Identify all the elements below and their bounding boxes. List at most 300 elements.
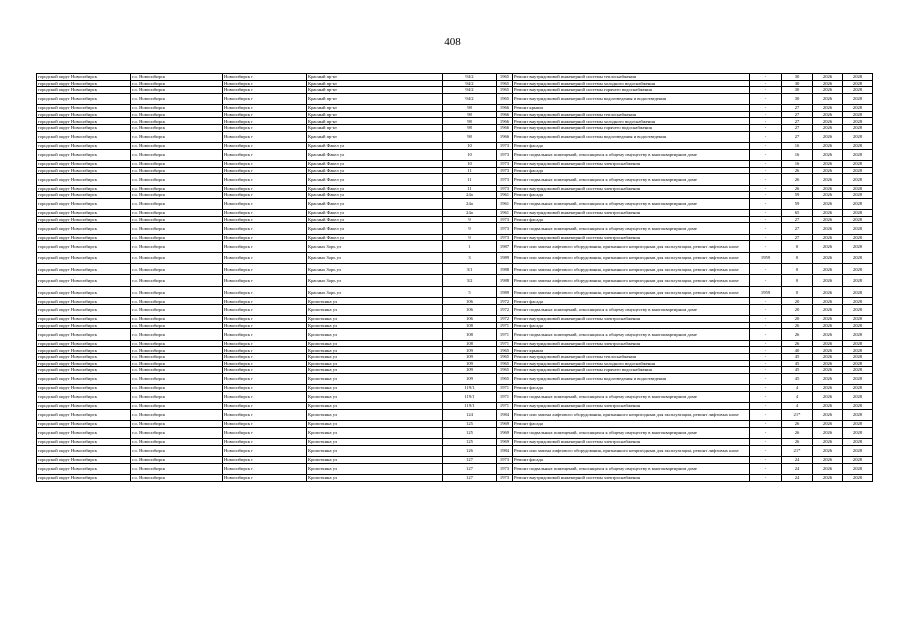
house-number-cell: 109: [443, 353, 497, 360]
elevator-year-cell: -: [750, 241, 782, 252]
municipality-cell: городской округ Новосибирск: [37, 80, 131, 87]
house-number-cell: 106: [443, 298, 497, 305]
municipality-cell: городской округ Новосибирск: [37, 340, 131, 347]
street-cell: Красный Факел ул: [307, 142, 443, 149]
start-year-cell: 2026: [813, 391, 843, 402]
elevator-year-cell: -: [750, 74, 782, 81]
start-year-cell: 2026: [813, 252, 843, 263]
wear-cell: 27: [782, 118, 813, 125]
street-cell: Красных Зорь ул: [307, 241, 443, 252]
wear-cell: 26: [782, 427, 813, 438]
build-year-cell: 1965: [497, 360, 513, 367]
settlement-cell: г.о. Новосибирск: [131, 457, 223, 464]
house-number-cell: 108: [443, 340, 497, 347]
start-year-cell: 2026: [813, 475, 843, 482]
municipality-cell: городской округ Новосибирск: [37, 329, 131, 340]
work-type-cell: Ремонт фасада: [513, 216, 750, 223]
elevator-year-cell: -: [750, 149, 782, 160]
settlement-cell: г.о. Новосибирск: [131, 391, 223, 402]
end-year-cell: 2028: [843, 427, 873, 438]
start-year-cell: 2026: [813, 223, 843, 234]
house-number-cell: 24а: [443, 198, 497, 209]
house-number-cell: 98: [443, 118, 497, 125]
street-cell: Кропоткина ул: [307, 409, 443, 420]
wear-cell: 21*: [782, 445, 813, 456]
build-year-cell: 1965: [497, 87, 513, 94]
locality-cell: Новосибирск г: [223, 160, 307, 167]
end-year-cell: 2028: [843, 93, 873, 104]
house-number-cell: 24а: [443, 210, 497, 217]
street-cell: Кропоткина ул: [307, 322, 443, 329]
elevator-year-cell: -: [750, 105, 782, 112]
house-number-cell: 108: [443, 322, 497, 329]
wear-cell: 45: [782, 373, 813, 384]
municipality-cell: городской округ Новосибирск: [37, 185, 131, 192]
street-cell: Кропоткина ул: [307, 347, 443, 354]
elevator-year-cell: -: [750, 367, 782, 374]
locality-cell: Новосибирск г: [223, 87, 307, 94]
locality-cell: Новосибирск г: [223, 457, 307, 464]
locality-cell: Новосибирск г: [223, 223, 307, 234]
street-cell: Красный Факел ул: [307, 192, 443, 199]
house-number-cell: 10: [443, 160, 497, 167]
work-type-cell: Ремонт внутридомовой инженерной системы электроснабжения: [513, 160, 750, 167]
house-number-cell: 119/1: [443, 403, 497, 410]
start-year-cell: 2026: [813, 174, 843, 185]
settlement-cell: г.о. Новосибирск: [131, 185, 223, 192]
work-type-cell: Ремонт крыши: [513, 347, 750, 354]
elevator-year-cell: -: [750, 304, 782, 315]
settlement-cell: г.о. Новосибирск: [131, 111, 223, 118]
end-year-cell: 2028: [843, 340, 873, 347]
municipality-cell: городской округ Новосибирск: [37, 223, 131, 234]
work-type-cell: Ремонт внутридомовой инженерной системы холодного водоснабжения: [513, 360, 750, 367]
house-number-cell: 94/2: [443, 87, 497, 94]
build-year-cell: 1989: [497, 252, 513, 263]
work-type-cell: Ремонт фасада: [513, 421, 750, 428]
locality-cell: Новосибирск г: [223, 347, 307, 354]
house-number-cell: 11: [443, 185, 497, 192]
build-year-cell: 1965: [497, 74, 513, 81]
street-cell: Кропоткина ул: [307, 360, 443, 367]
build-year-cell: 1973: [497, 142, 513, 149]
end-year-cell: 2028: [843, 174, 873, 185]
build-year-cell: 1973: [497, 457, 513, 464]
table-row: [37, 149, 873, 160]
start-year-cell: 2026: [813, 322, 843, 329]
table-row: [37, 105, 873, 112]
house-number-cell: 108: [443, 329, 497, 340]
settlement-cell: г.о. Новосибирск: [131, 160, 223, 167]
locality-cell: Новосибирск г: [223, 74, 307, 81]
work-type-cell: Ремонт внутридомовой инженерной системы водоотведения и водоотведения: [513, 373, 750, 384]
street-cell: Красный Факел ул: [307, 174, 443, 185]
street-cell: Красный Факел ул: [307, 149, 443, 160]
work-type-cell: Ремонт или замена лифтового оборудования, признанного непригодным для эксплуатации, ремонт лифтовых шахт: [513, 241, 750, 252]
wear-cell: 4: [782, 391, 813, 402]
table-row: [37, 142, 873, 149]
locality-cell: Новосибирск г: [223, 131, 307, 142]
house-number-cell: 3/1: [443, 264, 497, 275]
municipality-cell: городской округ Новосибирск: [37, 421, 131, 428]
end-year-cell: 2028: [843, 223, 873, 234]
wear-cell: 26: [782, 439, 813, 446]
build-year-cell: 1966: [497, 105, 513, 112]
work-type-cell: Ремонт фасада: [513, 322, 750, 329]
house-number-cell: 124: [443, 409, 497, 420]
end-year-cell: 2028: [843, 198, 873, 209]
start-year-cell: 2026: [813, 347, 843, 354]
house-number-cell: 10: [443, 142, 497, 149]
start-year-cell: 2026: [813, 149, 843, 160]
settlement-cell: г.о. Новосибирск: [131, 373, 223, 384]
end-year-cell: 2028: [843, 210, 873, 217]
build-year-cell: 1973: [497, 234, 513, 241]
settlement-cell: г.о. Новосибирск: [131, 198, 223, 209]
elevator-year-cell: -: [750, 439, 782, 446]
table-row: [37, 234, 873, 241]
municipality-cell: городской округ Новосибирск: [37, 241, 131, 252]
start-year-cell: 2026: [813, 74, 843, 81]
start-year-cell: 2026: [813, 275, 843, 286]
elevator-year-cell: -: [750, 160, 782, 167]
house-number-cell: 98: [443, 111, 497, 118]
locality-cell: Новосибирск г: [223, 275, 307, 286]
elevator-year-cell: -: [750, 216, 782, 223]
work-type-cell: Ремонт внутридомовой инженерной системы электроснабжения: [513, 439, 750, 446]
locality-cell: Новосибирск г: [223, 421, 307, 428]
end-year-cell: 2028: [843, 74, 873, 81]
settlement-cell: г.о. Новосибирск: [131, 445, 223, 456]
build-year-cell: 1973: [497, 216, 513, 223]
table-row: [37, 340, 873, 347]
table-row: [37, 241, 873, 252]
wear-cell: 30: [782, 74, 813, 81]
start-year-cell: 2026: [813, 304, 843, 315]
locality-cell: Новосибирск г: [223, 403, 307, 410]
municipality-cell: городской округ Новосибирск: [37, 445, 131, 456]
end-year-cell: 2028: [843, 192, 873, 199]
build-year-cell: 1961: [497, 192, 513, 199]
table-row: [37, 286, 873, 297]
elevator-year-cell: -: [750, 475, 782, 482]
municipality-cell: городской округ Новосибирск: [37, 475, 131, 482]
table-row: [37, 322, 873, 329]
settlement-cell: г.о. Новосибирск: [131, 174, 223, 185]
street-cell: Красный пр-кт: [307, 87, 443, 94]
table-row: [37, 316, 873, 323]
start-year-cell: 2026: [813, 111, 843, 118]
table-row: [37, 216, 873, 223]
locality-cell: Новосибирск г: [223, 252, 307, 263]
settlement-cell: г.о. Новосибирск: [131, 275, 223, 286]
start-year-cell: 2026: [813, 298, 843, 305]
locality-cell: Новосибирск г: [223, 174, 307, 185]
settlement-cell: г.о. Новосибирск: [131, 322, 223, 329]
end-year-cell: 2028: [843, 367, 873, 374]
street-cell: Кропоткина ул: [307, 475, 443, 482]
repair-program-table: [36, 73, 873, 482]
settlement-cell: г.о. Новосибирск: [131, 304, 223, 315]
wear-cell: 24: [782, 463, 813, 474]
build-year-cell: 1965: [497, 80, 513, 87]
work-type-cell: Ремонт подвальных помещений, относящихся к общему имуществу в многоквартирном доме: [513, 304, 750, 315]
work-type-cell: Ремонт или замена лифтового оборудования, признанного непригодным для эксплуатации, ремонт лифтовых шахт: [513, 286, 750, 297]
work-type-cell: Ремонт внутридомовой инженерной системы электроснабжения: [513, 475, 750, 482]
municipality-cell: городской округ Новосибирск: [37, 264, 131, 275]
end-year-cell: 2028: [843, 264, 873, 275]
locality-cell: Новосибирск г: [223, 298, 307, 305]
table-row: [37, 111, 873, 118]
work-type-cell: Ремонт подвальных помещений, относящихся к общему имуществу в многоквартирном доме: [513, 223, 750, 234]
house-number-cell: 109: [443, 360, 497, 367]
elevator-year-cell: -: [750, 445, 782, 456]
municipality-cell: городской округ Новосибирск: [37, 360, 131, 367]
municipality-cell: городской округ Новосибирск: [37, 298, 131, 305]
end-year-cell: 2028: [843, 439, 873, 446]
elevator-year-cell: -: [750, 373, 782, 384]
street-cell: Красный пр-кт: [307, 74, 443, 81]
street-cell: Красный Факел ул: [307, 210, 443, 217]
start-year-cell: 2026: [813, 241, 843, 252]
locality-cell: Новосибирск г: [223, 264, 307, 275]
elevator-year-cell: -: [750, 142, 782, 149]
table-row: [37, 304, 873, 315]
table-row: [37, 463, 873, 474]
build-year-cell: 1965: [497, 373, 513, 384]
end-year-cell: 2028: [843, 241, 873, 252]
wear-cell: 16: [782, 160, 813, 167]
build-year-cell: 1973: [497, 185, 513, 192]
street-cell: Красный Факел ул: [307, 167, 443, 174]
municipality-cell: городской округ Новосибирск: [37, 347, 131, 354]
locality-cell: Новосибирск г: [223, 111, 307, 118]
settlement-cell: г.о. Новосибирск: [131, 340, 223, 347]
end-year-cell: 2028: [843, 373, 873, 384]
house-number-cell: 125: [443, 427, 497, 438]
wear-cell: 0: [782, 252, 813, 263]
end-year-cell: 2028: [843, 360, 873, 367]
settlement-cell: г.о. Новосибирск: [131, 264, 223, 275]
wear-cell: 16: [782, 149, 813, 160]
work-type-cell: Ремонт крыши: [513, 105, 750, 112]
end-year-cell: 2028: [843, 463, 873, 474]
start-year-cell: 2026: [813, 286, 843, 297]
municipality-cell: городской округ Новосибирск: [37, 160, 131, 167]
settlement-cell: г.о. Новосибирск: [131, 223, 223, 234]
settlement-cell: г.о. Новосибирск: [131, 241, 223, 252]
work-type-cell: Ремонт или замена лифтового оборудования, признанного непригодным для эксплуатации, ремонт лифтовых шахт: [513, 252, 750, 263]
wear-cell: 27: [782, 131, 813, 142]
house-number-cell: 109: [443, 373, 497, 384]
build-year-cell: 1965: [497, 353, 513, 360]
build-year-cell: 1971: [497, 403, 513, 410]
locality-cell: Новосибирск г: [223, 316, 307, 323]
build-year-cell: 1966: [497, 118, 513, 125]
house-number-cell: 94/2: [443, 80, 497, 87]
start-year-cell: 2026: [813, 160, 843, 167]
work-type-cell: Ремонт подвальных помещений, относящихся к общему имуществу в многоквартирном доме: [513, 463, 750, 474]
elevator-year-cell: -: [750, 80, 782, 87]
start-year-cell: 2026: [813, 340, 843, 347]
municipality-cell: городской округ Новосибирск: [37, 216, 131, 223]
locality-cell: Новосибирск г: [223, 185, 307, 192]
locality-cell: Новосибирск г: [223, 118, 307, 125]
work-type-cell: Ремонт внутридомовой инженерной системы электроснабжения: [513, 185, 750, 192]
build-year-cell: 1973: [497, 475, 513, 482]
work-type-cell: Ремонт внутридомовой инженерной системы электроснабжения: [513, 234, 750, 241]
settlement-cell: г.о. Новосибирск: [131, 427, 223, 438]
end-year-cell: 2028: [843, 149, 873, 160]
municipality-cell: городской округ Новосибирск: [37, 304, 131, 315]
end-year-cell: 2028: [843, 316, 873, 323]
build-year-cell: 1972: [497, 316, 513, 323]
build-year-cell: 1966: [497, 124, 513, 131]
street-cell: Красный Факел ул: [307, 223, 443, 234]
locality-cell: Новосибирск г: [223, 142, 307, 149]
work-type-cell: Ремонт фасада: [513, 298, 750, 305]
locality-cell: Новосибирск г: [223, 367, 307, 374]
wear-cell: 59: [782, 198, 813, 209]
settlement-cell: г.о. Новосибирск: [131, 192, 223, 199]
work-type-cell: Ремонт внутридомовой инженерной системы горячего водоснабжения: [513, 367, 750, 374]
work-type-cell: Ремонт или замена лифтового оборудования, признанного непригодным для эксплуатации, ремонт лифтовых шахт: [513, 264, 750, 275]
locality-cell: Новосибирск г: [223, 286, 307, 297]
street-cell: Красных Зорь ул: [307, 264, 443, 275]
municipality-cell: городской округ Новосибирск: [37, 457, 131, 464]
street-cell: Кропоткина ул: [307, 445, 443, 456]
house-number-cell: 94/2: [443, 93, 497, 104]
house-number-cell: 125: [443, 439, 497, 446]
municipality-cell: городской округ Новосибирск: [37, 275, 131, 286]
table-row: [37, 391, 873, 402]
build-year-cell: 1988: [497, 275, 513, 286]
municipality-cell: городской округ Новосибирск: [37, 234, 131, 241]
settlement-cell: г.о. Новосибирск: [131, 347, 223, 354]
wear-cell: 27: [782, 223, 813, 234]
locality-cell: Новосибирск г: [223, 427, 307, 438]
locality-cell: Новосибирск г: [223, 463, 307, 474]
wear-cell: 27: [782, 216, 813, 223]
street-cell: Красный пр-кт: [307, 118, 443, 125]
street-cell: Кропоткина ул: [307, 457, 443, 464]
house-number-cell: 127: [443, 457, 497, 464]
locality-cell: Новосибирск г: [223, 198, 307, 209]
house-number-cell: 94/2: [443, 74, 497, 81]
build-year-cell: 1972: [497, 298, 513, 305]
build-year-cell: 1987: [497, 241, 513, 252]
street-cell: Кропоткина ул: [307, 329, 443, 340]
wear-cell: 26: [782, 185, 813, 192]
locality-cell: Новосибирск г: [223, 80, 307, 87]
table-row: [37, 347, 873, 354]
street-cell: Красный Факел ул: [307, 185, 443, 192]
work-type-cell: Ремонт фасада: [513, 385, 750, 392]
elevator-year-cell: -: [750, 264, 782, 275]
end-year-cell: 2028: [843, 252, 873, 263]
page-number: 408: [444, 36, 461, 48]
elevator-year-cell: -: [750, 322, 782, 329]
municipality-cell: городской округ Новосибирск: [37, 149, 131, 160]
end-year-cell: 2028: [843, 216, 873, 223]
build-year-cell: 1973: [497, 167, 513, 174]
start-year-cell: 2026: [813, 87, 843, 94]
locality-cell: Новосибирск г: [223, 167, 307, 174]
street-cell: Кропоткина ул: [307, 340, 443, 347]
locality-cell: Новосибирск г: [223, 124, 307, 131]
table-row: [37, 427, 873, 438]
elevator-year-cell: -: [750, 174, 782, 185]
end-year-cell: 2028: [843, 403, 873, 410]
settlement-cell: г.о. Новосибирск: [131, 210, 223, 217]
table-row: [37, 409, 873, 420]
build-year-cell: 1965: [497, 93, 513, 104]
build-year-cell: 1966: [497, 131, 513, 142]
wear-cell: 20: [782, 298, 813, 305]
municipality-cell: городской округ Новосибирск: [37, 427, 131, 438]
start-year-cell: 2026: [813, 409, 843, 420]
settlement-cell: г.о. Новосибирск: [131, 421, 223, 428]
start-year-cell: 2026: [813, 367, 843, 374]
build-year-cell: 1988: [497, 264, 513, 275]
street-cell: Кропоткина ул: [307, 463, 443, 474]
elevator-year-cell: -: [750, 427, 782, 438]
work-type-cell: Ремонт подвальных помещений, относящихся к общему имуществу в многоквартирном доме: [513, 391, 750, 402]
work-type-cell: Ремонт внутридомовой инженерной системы электроснабжения: [513, 210, 750, 217]
work-type-cell: Ремонт внутридомовой инженерной системы теплоснабжения: [513, 74, 750, 81]
settlement-cell: г.о. Новосибирск: [131, 286, 223, 297]
locality-cell: Новосибирск г: [223, 192, 307, 199]
end-year-cell: 2028: [843, 304, 873, 315]
elevator-year-cell: -: [750, 93, 782, 104]
start-year-cell: 2026: [813, 124, 843, 131]
end-year-cell: 2028: [843, 475, 873, 482]
end-year-cell: 2028: [843, 167, 873, 174]
house-number-cell: 106: [443, 316, 497, 323]
start-year-cell: 2026: [813, 118, 843, 125]
wear-cell: 26: [782, 322, 813, 329]
settlement-cell: г.о. Новосибирск: [131, 439, 223, 446]
wear-cell: 26: [782, 421, 813, 428]
table-row: [37, 223, 873, 234]
elevator-year-cell: -: [750, 457, 782, 464]
locality-cell: Новосибирск г: [223, 409, 307, 420]
wear-cell: 20: [782, 304, 813, 315]
wear-cell: 45: [782, 360, 813, 367]
municipality-cell: городской округ Новосибирск: [37, 131, 131, 142]
table-row: [37, 421, 873, 428]
start-year-cell: 2026: [813, 457, 843, 464]
end-year-cell: 2028: [843, 421, 873, 428]
work-type-cell: Ремонт подвальных помещений, относящихся к общему имуществу в многоквартирном доме: [513, 149, 750, 160]
start-year-cell: 2026: [813, 360, 843, 367]
street-cell: Кропоткина ул: [307, 403, 443, 410]
end-year-cell: 2028: [843, 391, 873, 402]
settlement-cell: г.о. Новосибирск: [131, 93, 223, 104]
start-year-cell: 2026: [813, 421, 843, 428]
elevator-year-cell: 1959: [750, 252, 782, 263]
start-year-cell: 2026: [813, 234, 843, 241]
table-row: [37, 403, 873, 410]
settlement-cell: г.о. Новосибирск: [131, 409, 223, 420]
settlement-cell: г.о. Новосибирск: [131, 316, 223, 323]
wear-cell: 26: [782, 174, 813, 185]
settlement-cell: г.о. Новосибирск: [131, 118, 223, 125]
end-year-cell: 2028: [843, 111, 873, 118]
locality-cell: Новосибирск г: [223, 391, 307, 402]
elevator-year-cell: -: [750, 421, 782, 428]
start-year-cell: 2026: [813, 185, 843, 192]
